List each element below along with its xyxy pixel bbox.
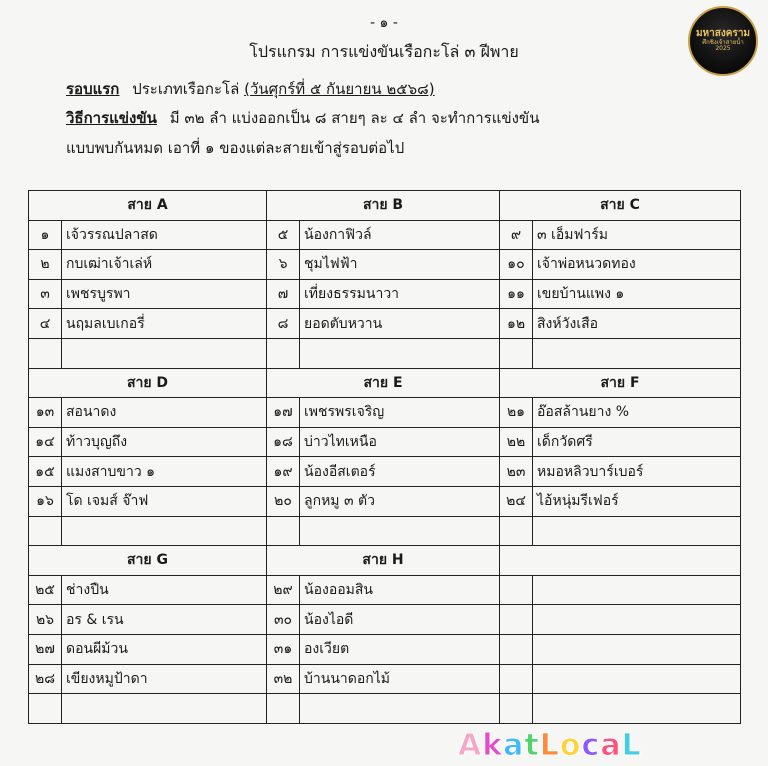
empty-cell	[267, 694, 300, 724]
empty-cell	[533, 694, 741, 724]
boat-name	[533, 605, 741, 635]
boat-number: ๖	[267, 250, 300, 280]
table-row	[29, 634, 741, 664]
watermark-letter: c	[581, 728, 601, 763]
boat-number: ๓๑	[267, 634, 300, 664]
group-header: สาย E	[267, 368, 500, 398]
table-row	[29, 309, 741, 339]
boat-number: ๒๓	[500, 457, 533, 487]
empty-cell	[29, 694, 62, 724]
logo-line-2: ศึกชิงเจ้าสายน้ำ	[702, 38, 744, 46]
group-header: สาย A	[29, 191, 267, 221]
spacer-row	[29, 694, 741, 724]
boat-name: บ่าวไทเหนือ	[300, 427, 500, 457]
round-line	[66, 77, 435, 101]
watermark-letter: k	[482, 728, 504, 763]
empty-cell	[300, 338, 500, 368]
table-row	[29, 605, 741, 635]
boat-number	[500, 605, 533, 635]
boat-name: ท้าวบุญถึง	[62, 427, 267, 457]
table-row	[29, 250, 741, 280]
boat-number: ๗	[267, 279, 300, 309]
boat-name	[533, 664, 741, 694]
empty-cell	[533, 516, 741, 546]
group-header-row	[29, 546, 741, 576]
boat-name: นฤมลเบเกอรี่	[62, 309, 267, 339]
boat-number: ๙	[500, 220, 533, 250]
table-row	[29, 486, 741, 516]
boat-number: ๑๖	[29, 486, 62, 516]
group-header-row	[29, 368, 741, 398]
boat-number: ๒๔	[500, 486, 533, 516]
table-row	[29, 220, 741, 250]
boat-number	[500, 575, 533, 605]
method-line	[66, 106, 539, 130]
empty-cell	[62, 516, 267, 546]
table-row	[29, 398, 741, 428]
empty-cell	[29, 338, 62, 368]
group-header: สาย B	[267, 191, 500, 221]
boat-number: ๑๒	[500, 309, 533, 339]
boat-number: ๒๐	[267, 486, 300, 516]
boat-number: ๑๕	[29, 457, 62, 487]
boat-number: ๑๘	[267, 427, 300, 457]
boat-number: ๒๗	[29, 634, 62, 664]
bracket-table	[28, 190, 741, 724]
boat-name: หมอหลิวบาร์เบอร์	[533, 457, 741, 487]
boat-number: ๑๙	[267, 457, 300, 487]
empty-cell	[500, 338, 533, 368]
boat-name: อร & เรน	[62, 605, 267, 635]
empty-cell	[267, 516, 300, 546]
boat-number: ๔	[29, 309, 62, 339]
round-prefix: ประเภทเรือกะโล่	[132, 80, 240, 98]
boat-number: ๒	[29, 250, 62, 280]
watermark-letter: o	[559, 728, 582, 763]
watermark-letter: t	[524, 728, 540, 763]
boat-name: เขียงหมูป้าดา	[62, 664, 267, 694]
boat-name: น้องกาฟิวล์	[300, 220, 500, 250]
boat-name	[533, 575, 741, 605]
boat-number: ๑๗	[267, 398, 300, 428]
group-header: สาย D	[29, 368, 267, 398]
empty-cell	[300, 516, 500, 546]
group-header: สาย F	[500, 368, 741, 398]
boat-number: ๓๐	[267, 605, 300, 635]
boat-name: เพชรพรเจริญ	[300, 398, 500, 428]
boat-number: ๑๓	[29, 398, 62, 428]
boat-name: เพชรบูรพา	[62, 279, 267, 309]
group-header: สาย G	[29, 546, 267, 576]
boat-name: น้องไอดี	[300, 605, 500, 635]
boat-name: โด เจมส์ จ๊าฟ	[62, 486, 267, 516]
empty-cell	[62, 694, 267, 724]
boat-name: เจ้วรรณปลาสด	[62, 220, 267, 250]
boat-name: เที่ยงธรรมนาวา	[300, 279, 500, 309]
group-header: สาย H	[267, 546, 500, 576]
watermark-letter: a	[503, 728, 525, 763]
watermark-letter: L	[539, 728, 560, 763]
group-header	[500, 546, 741, 576]
boat-number: ๒๕	[29, 575, 62, 605]
boat-number: ๑๑	[500, 279, 533, 309]
empty-cell	[62, 338, 267, 368]
event-logo	[688, 6, 758, 76]
watermark-letter: L	[621, 728, 642, 763]
boat-name: ช่างปืน	[62, 575, 267, 605]
boat-number: ๑๔	[29, 427, 62, 457]
boat-number: ๓๒	[267, 664, 300, 694]
round-label: รอบแรก	[66, 80, 120, 98]
page-number: - ๑ -	[370, 15, 398, 31]
boat-name: เขยบ้านแพง ๑	[533, 279, 741, 309]
boat-name: องเวียต	[300, 634, 500, 664]
logo-line-1: มหาสงคราม	[695, 28, 751, 40]
boat-name: แมงสาบขาว ๑	[62, 457, 267, 487]
empty-cell	[533, 338, 741, 368]
watermark-letter: A	[458, 728, 483, 763]
table-row	[29, 427, 741, 457]
boat-name: ลูกหมู ๓ ตัว	[300, 486, 500, 516]
boat-name: น้องออมสิน	[300, 575, 500, 605]
boat-name: เด็กวัดศรี	[533, 427, 741, 457]
boat-number: ๕	[267, 220, 300, 250]
table-row	[29, 664, 741, 694]
empty-cell	[29, 516, 62, 546]
boat-name: ดอนผีม้วน	[62, 634, 267, 664]
spacer-row	[29, 516, 741, 546]
boat-name: ๓ เอ็มฟาร์ม	[533, 220, 741, 250]
boat-number	[500, 634, 533, 664]
boat-name: กบเฒ่าเจ้าเล่ห์	[62, 250, 267, 280]
boat-name: ไอ้หนุ่มรีเฟอร์	[533, 486, 741, 516]
boat-number: ๒๒	[500, 427, 533, 457]
boat-name: น้องอีสเตอร์	[300, 457, 500, 487]
empty-cell	[500, 694, 533, 724]
akatlocal-watermark	[458, 728, 642, 763]
watermark-letter: a	[600, 728, 622, 763]
boat-number: ๑	[29, 220, 62, 250]
round-date: (วันศุกร์ที่ ๕ กันยายน ๒๕๖๘)	[244, 80, 435, 98]
boat-number: ๒๖	[29, 605, 62, 635]
boat-name: สิงห์วังเสือ	[533, 309, 741, 339]
empty-cell	[267, 338, 300, 368]
boat-name: ยอดตับหวาน	[300, 309, 500, 339]
spacer-row	[29, 338, 741, 368]
method-label: วิธีการแข่งขัน	[66, 109, 157, 127]
document-title: โปรแกรม การแข่งขันเรือกะโล่ ๓ ฝีพาย	[249, 42, 519, 61]
boat-name: เจ้าพ่อหนวดทอง	[533, 250, 741, 280]
method-line-2: แบบพบกันหมด เอาที่ ๑ ของแต่ละสายเข้าสู่รอบต่อไป	[66, 139, 405, 157]
table-row	[29, 575, 741, 605]
boat-name: สอนาดง	[62, 398, 267, 428]
boat-number: ๒๙	[267, 575, 300, 605]
boat-name: บ้านนาดอกไม้	[300, 664, 500, 694]
empty-cell	[300, 694, 500, 724]
table-row	[29, 279, 741, 309]
boat-number	[500, 664, 533, 694]
boat-number: ๒๘	[29, 664, 62, 694]
boat-name: ชุมไฟฟ้า	[300, 250, 500, 280]
boat-name: อ๊อสล้านยาง %	[533, 398, 741, 428]
boat-number: ๓	[29, 279, 62, 309]
table-row	[29, 457, 741, 487]
group-header-row	[29, 191, 741, 221]
method-text: มี ๓๒ ลำ แบ่งออกเป็น ๘ สายๆ ละ ๔ ลำ จะทำการแข่งขัน	[169, 109, 540, 127]
boat-number: ๑๐	[500, 250, 533, 280]
boat-number: ๘	[267, 309, 300, 339]
logo-line-3: 2025	[715, 45, 731, 53]
empty-cell	[500, 516, 533, 546]
boat-number: ๒๑	[500, 398, 533, 428]
boat-name	[533, 634, 741, 664]
group-header: สาย C	[500, 191, 741, 221]
